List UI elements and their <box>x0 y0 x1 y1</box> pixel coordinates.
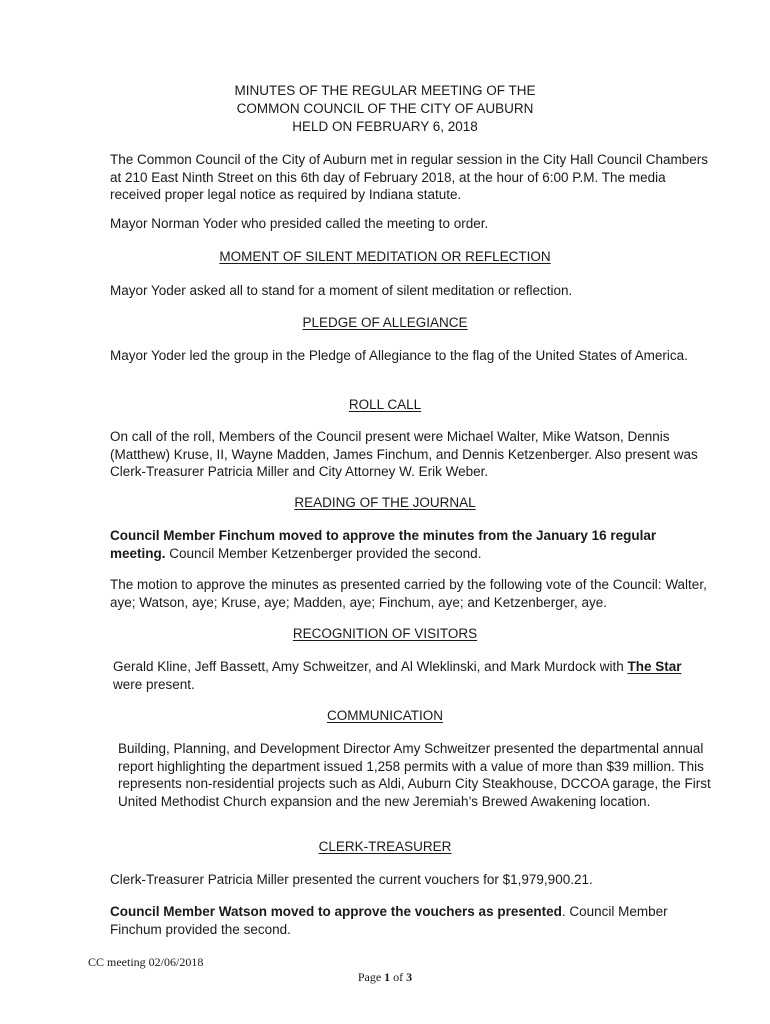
communication-paragraph: Building, Planning, and Development Director Amy Schweitzer presented the departmental annual report highlighting the department issued 1,258 permits with a value of more than $39 million. This represents non-residential projects such as Aldi, Auburn City Steakhouse, DCCOA garage, the First United Methodist Church expansion and the new Jeremiah’s Brewed Awakening location. <box>118 741 711 809</box>
journal-vote-paragraph: The motion to approve the minutes as presented carried by the following vote of the Council: Walter, aye; Watson, aye; Kruse, aye; Madden, aye; Finchum, aye; and Ketzenberger, aye. <box>110 577 707 610</box>
roll-call-heading: ROLL CALL <box>348 397 422 412</box>
clerk-heading: CLERK-TREASURER <box>318 839 452 854</box>
page-current: 1 <box>384 970 391 984</box>
page-total: 3 <box>406 970 413 984</box>
clerk-motion-rest: . Council Member Finchum provided the second. <box>110 904 668 937</box>
publication-name: The Star <box>627 659 682 674</box>
document-title <box>0 82 770 136</box>
visitors-text-after: were present. <box>113 676 195 692</box>
journal-heading: READING OF THE JOURNAL <box>294 495 476 510</box>
intro-paragraph: The Common Council of the City of Auburn met in regular session in the City Hall Council Chambers at 210 East Ninth Street on this 6th day of February 2018, at the hour of 6:00 P.M. The media received proper legal notice as required by Indiana statute. <box>110 152 709 202</box>
meditation-paragraph: Mayor Yoder asked all to stand for a moment of silent meditation or reflection. <box>110 283 573 298</box>
page-prefix: Page <box>357 970 385 984</box>
visitors-paragraph <box>90 658 713 693</box>
journal-motion-rest: Council Member Ketzenberger provided the second. <box>165 545 482 561</box>
clerk-motion-paragraph <box>90 903 710 938</box>
visitors-text-before: Gerald Kline, Jeff Bassett, Amy Schweitzer, and Al Wleklinski, and Mark Murdock with <box>113 659 628 674</box>
page-number <box>0 970 770 984</box>
pledge-paragraph: Mayor Yoder led the group in the Pledge of Allegiance to the flag of the United States of America. <box>110 348 688 363</box>
communication-heading: COMMUNICATION <box>327 708 443 723</box>
footer-meeting-label: CC meeting 02/06/2018 <box>88 955 204 969</box>
visitors-heading: RECOGNITION OF VISITORS <box>292 626 478 641</box>
title-line-3: HELD ON FEBRUARY 6, 2018 <box>292 119 478 134</box>
journal-motion-bold: Council Member Finchum moved to approve the minutes from the January 16 regular meeting. <box>110 528 657 561</box>
call-to-order-paragraph: Mayor Norman Yoder who presided called the meeting to order. <box>110 216 489 231</box>
clerk-motion-bold: Council Member Watson moved to approve the vouchers as presented <box>110 904 562 919</box>
page-of: of <box>390 970 407 984</box>
meditation-heading: MOMENT OF SILENT MEDITATION OR REFLECTION <box>219 249 551 264</box>
title-line-1: MINUTES OF THE REGULAR MEETING OF THE <box>234 83 536 98</box>
title-line-2: COMMON COUNCIL OF THE CITY OF AUBURN <box>236 101 534 116</box>
roll-call-paragraph: On call of the roll, Members of the Council present were Michael Walter, Mike Watson, Dennis (Matthew) Kruse, II, Wayne Madden, James Finchum, and Dennis Ketzenberger. Also present was Clerk-Treasurer Patricia Miller and City Attorney W. Erik Weber. <box>110 429 698 479</box>
clerk-vouchers-paragraph: Clerk-Treasurer Patricia Miller presented the current vouchers for $1,979,900.21. <box>110 872 593 887</box>
pledge-heading: PLEDGE OF ALLEGIANCE <box>302 315 468 330</box>
journal-motion-paragraph <box>90 527 710 562</box>
